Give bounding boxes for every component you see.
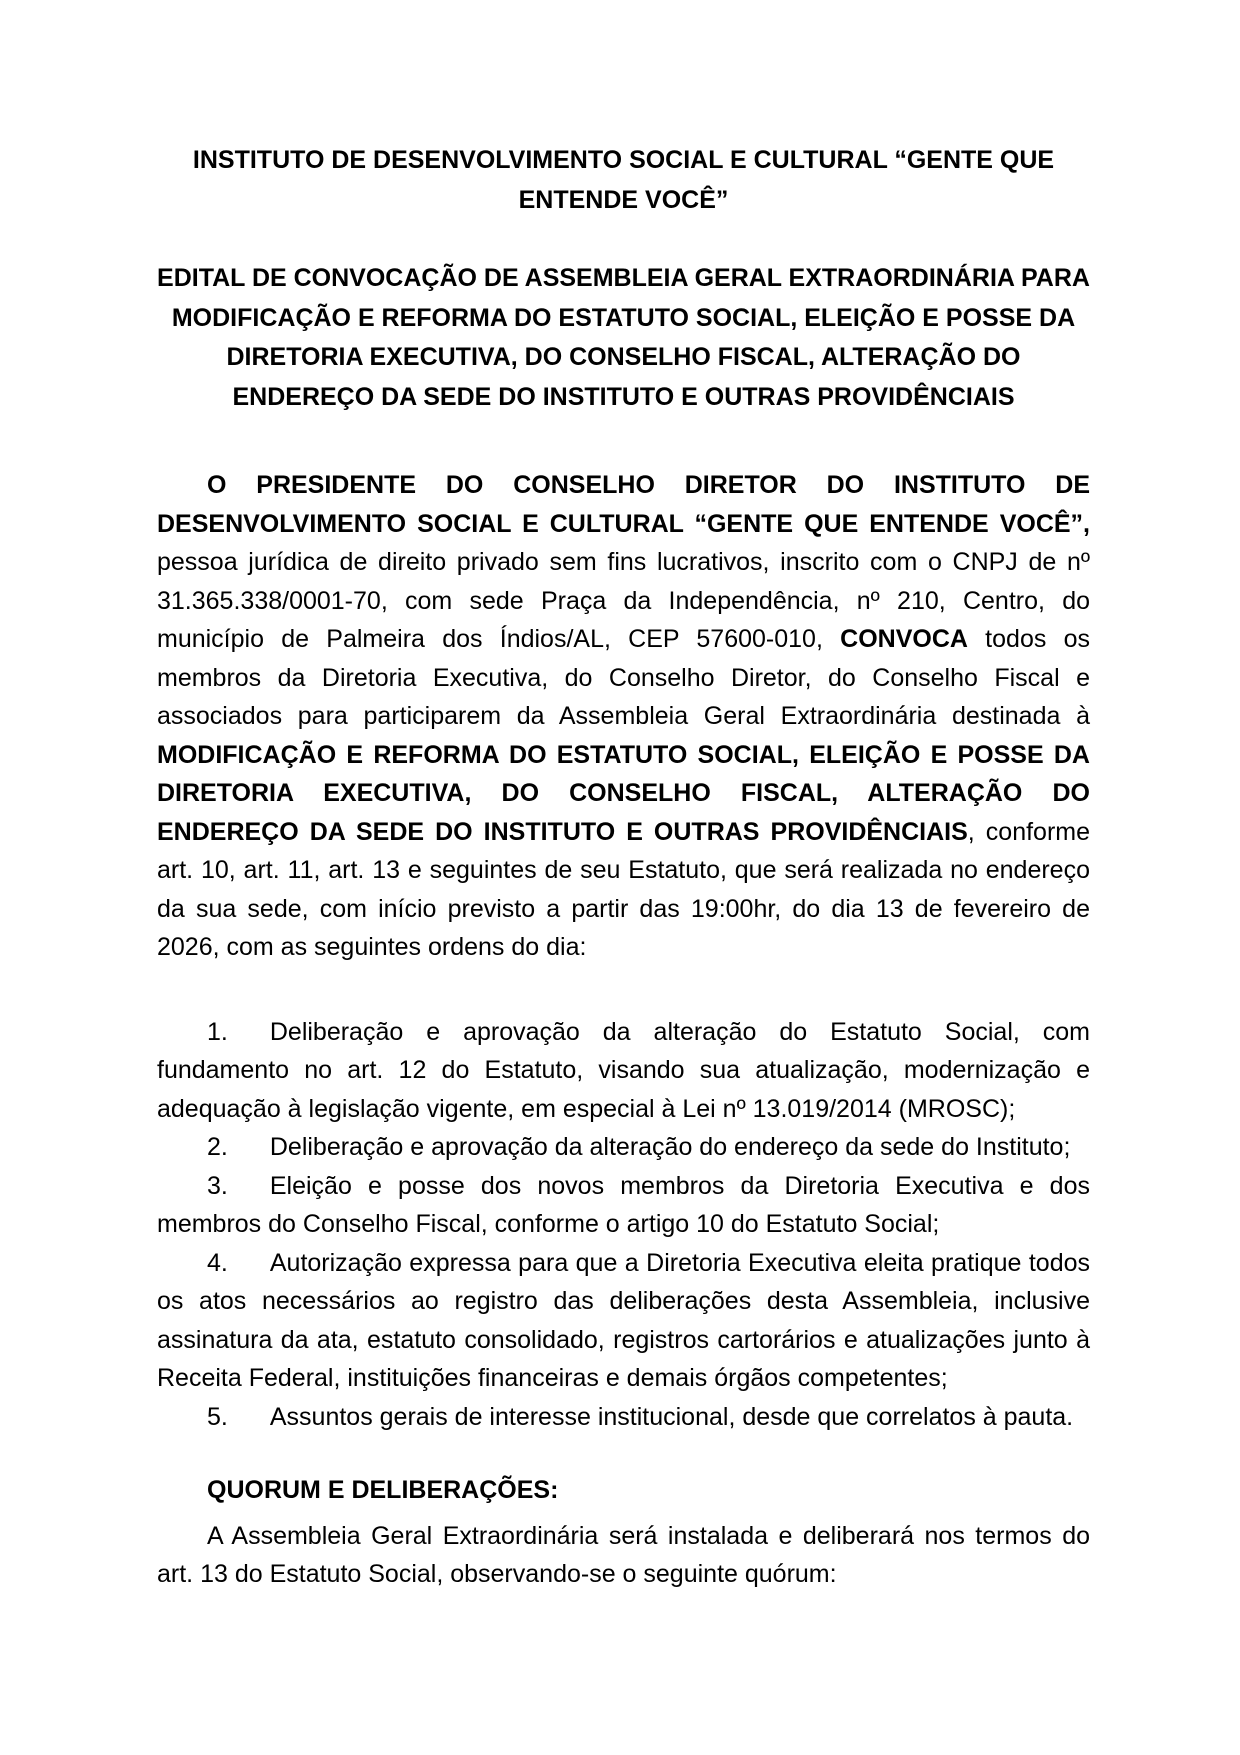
document-subtitle: EDITAL DE CONVOCAÇÃO DE ASSEMBLEIA GERAL EXTRAORDINÁRIA PARA MODIFICAÇÃO E REFORMA DO ESTATUTO SOCIAL, ELEIÇÃO E POSSE DA DIRETORIA EXECUTIVA, DO CONSELHO FISCAL, ALTERAÇÃO DO ENDEREÇO DA SEDE DO INSTITUTO E OUTRAS PROVIDÊNCIAIS bbox=[157, 264, 1090, 411]
agenda-item-number: 3. bbox=[207, 1171, 228, 1200]
agenda-item-text: Deliberação e aprovação da alteração do Estatuto Social, com fundamento no art. 12 do Estatuto, visando sua atualização, modernização e adequação à legislação vigente, em especial à Lei nº 13.019/2014 (MROSC); bbox=[157, 1017, 1090, 1123]
opening-segment: , conforme art. 10, art. 11, art. 13 e seguintes de seu Estatuto, que será realizada no endereço da sua sede, com início previsto a partir das 19:00hr, do dia 13 de fevereiro de 2026, com as seguintes ordens do dia: bbox=[157, 817, 1091, 961]
agenda-item-text: Autorização expressa para que a Diretoria Executiva eleita pratique todos os atos necessários ao registro das deliberações desta Assembleia, inclusive assinatura da ata, estatuto consolidado, registros cartorários e atualizações junto à Receita Federal, instituições financeiras e demais órgãos competentes; bbox=[157, 1248, 1090, 1392]
agenda-item-number: 1. bbox=[207, 1017, 228, 1046]
agenda-item bbox=[157, 1244, 1090, 1398]
agenda-item-number: 4. bbox=[207, 1248, 228, 1277]
agenda-item-number: 2. bbox=[207, 1133, 228, 1161]
quorum-paragraph: A Assembleia Geral Extraordinária será instalada e deliberará nos termos do art. 13 do Estatuto Social, observando-se o seguinte quórum: bbox=[157, 1521, 1090, 1588]
agenda-item-text: Assuntos gerais de interesse institucional, desde que correlatos à pauta. bbox=[269, 1402, 1074, 1431]
agenda-list bbox=[157, 1013, 1090, 1437]
opening-paragraph bbox=[157, 466, 1090, 967]
quorum-heading: QUORUM E DELIBERAÇÕES: bbox=[207, 1476, 559, 1504]
opening-segment: todos os membros da Diretoria Executiva, do Conselho Diretor, do Conselho Fiscal e associados para participarem da Assembleia Geral Extraordinária destinada à bbox=[157, 625, 1090, 730]
agenda-item-number: 5. bbox=[207, 1402, 228, 1431]
opening-segment: pessoa jurídica de direito privado sem fins lucrativos, inscrito com o CNPJ de nº 31.365.338/0001-70, com sede Praça da Independência, nº 210, Centro, do município de Palmeira dos Índios/AL, CEP 57600-010, bbox=[157, 548, 1090, 653]
agenda-item-text: Eleição e posse dos novos membros da Diretoria Executiva e dos membros do Conselho Fiscal, conforme o artigo 10 do Estatuto Social; bbox=[157, 1171, 1090, 1238]
document-title: INSTITUTO DE DESENVOLVIMENTO SOCIAL E CULTURAL “GENTE QUE ENTENDE VOCÊ” bbox=[192, 146, 1055, 214]
opening-segment: CONVOCA bbox=[840, 625, 968, 653]
agenda-item bbox=[157, 1128, 1090, 1167]
agenda-item bbox=[157, 1167, 1090, 1244]
opening-segment: O PRESIDENTE DO CONSELHO DIRETOR DO INSTITUTO DE DESENVOLVIMENTO SOCIAL E CULTURAL “GENTE QUE ENTENDE VOCÊ”, bbox=[157, 471, 1090, 538]
opening-segment: MODIFICAÇÃO E REFORMA DO ESTATUTO SOCIAL, ELEIÇÃO E POSSE DA DIRETORIA EXECUTIVA, DO CONSELHO FISCAL, ALTERAÇÃO DO ENDEREÇO DA SEDE DO INSTITUTO E OUTRAS PROVIDÊNCIAIS bbox=[157, 740, 1090, 846]
agenda-item bbox=[157, 1398, 1090, 1437]
agenda-item bbox=[157, 1013, 1090, 1129]
agenda-item-text: Deliberação e aprovação da alteração do endereço da sede do Instituto; bbox=[269, 1133, 1071, 1161]
